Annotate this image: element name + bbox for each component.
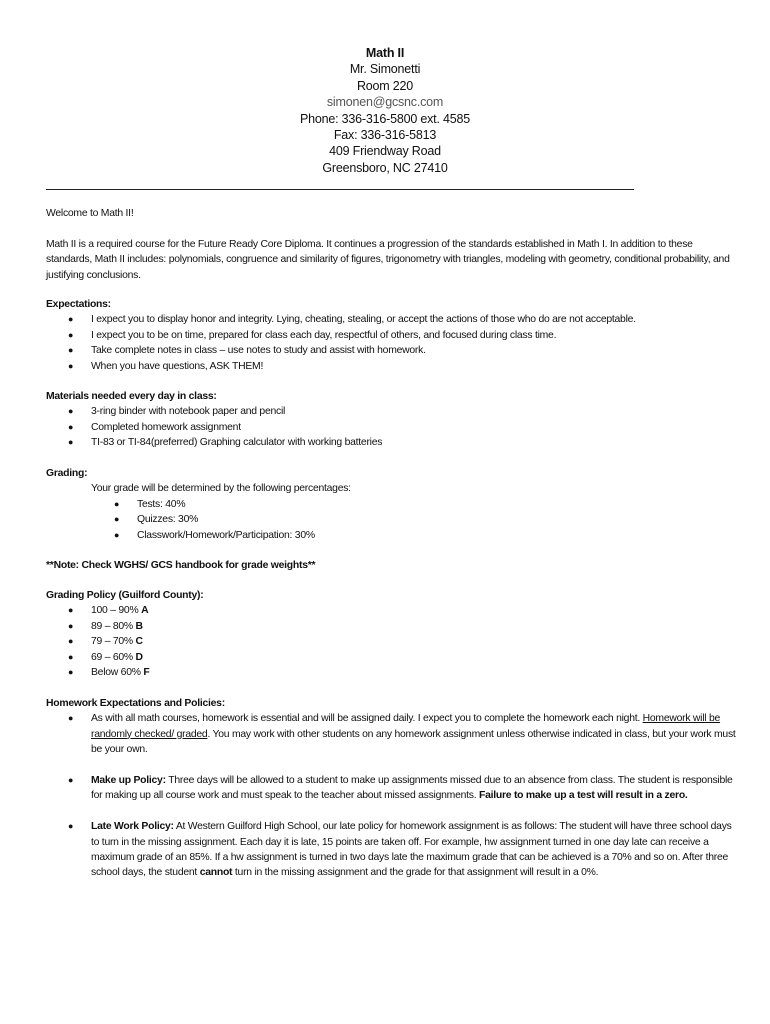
list-item	[46, 435, 736, 450]
bullet-icon: ●	[68, 329, 74, 340]
list-item	[46, 634, 736, 649]
materials-list	[46, 404, 736, 450]
expectations-section	[46, 297, 736, 374]
list-item-text: I expect you to display honor and integrity. Lying, cheating, stealing, or accept the actions of those who do are not acceptable.	[91, 314, 636, 326]
bullet-icon: ●	[68, 314, 74, 325]
expectations-heading: Expectations:	[46, 299, 111, 310]
list-item	[46, 404, 736, 419]
grade-range: 79 – 70%	[91, 636, 136, 648]
grading-section	[46, 466, 736, 543]
header-divider	[46, 189, 634, 190]
list-spacer	[46, 758, 736, 773]
course-title: Math II	[365, 46, 405, 60]
bullet-icon: ●	[68, 360, 74, 371]
intro-paragraph: Math II is a required course for the Future Ready Core Diploma. It continues a progression of the standards established in Math I. In addition to these standards, Math II includes: polynomials, congruence and similarity of figures, trigonometry with triangles, modeling with geometry, conditional probability, and justifying conclusions.	[46, 239, 730, 281]
grade-letter: A	[141, 605, 149, 617]
bullet-icon: ●	[68, 620, 74, 631]
grade-range: 69 – 60%	[91, 651, 136, 663]
bullet-icon: ●	[68, 713, 74, 724]
bullet-icon: ●	[68, 345, 74, 356]
homework-section	[46, 696, 736, 881]
makeup-policy-warning: Failure to make up a test will result in a zero.	[478, 790, 688, 802]
list-item	[46, 420, 736, 435]
welcome-section	[46, 206, 736, 221]
room-number: Room 220	[356, 78, 414, 93]
materials-heading: Materials needed every day in class:	[46, 391, 217, 402]
bullet-icon: ●	[68, 605, 74, 616]
grade-letter: F	[143, 667, 150, 679]
bullet-icon: ●	[68, 636, 74, 647]
policy-section	[46, 588, 736, 680]
list-item	[46, 619, 736, 634]
late-policy-cannot: cannot	[199, 867, 233, 879]
grade-letter: B	[135, 620, 143, 632]
grade-range: 89 – 80%	[91, 620, 136, 632]
bullet-icon: ●	[114, 514, 120, 525]
bullet-icon: ●	[68, 437, 74, 448]
homework-checked-text: Homework will be randomly checked/ graded	[91, 713, 721, 740]
grade-range: Below 60%	[91, 667, 144, 679]
list-item	[46, 512, 736, 527]
phone-number: Phone: 336-316-5800 ext. 4585	[299, 111, 471, 126]
list-item-text: 3-ring binder with notebook paper and pencil	[91, 406, 286, 418]
list-item	[46, 328, 736, 343]
homework-list	[46, 711, 736, 880]
list-item-text: Completed homework assignment	[91, 421, 241, 433]
bullet-icon: ●	[68, 421, 74, 432]
homework-text-continued: . You may work with other students on any homework assignment unless otherwise indicated in class, but your work must be your own.	[91, 728, 736, 756]
address-city: Greensboro, NC 27410	[322, 160, 448, 175]
late-policy-text-end: turn in the missing assignment and the grade for that assignment will result in a 0%.	[232, 867, 599, 879]
late-policy-label: Late Work Policy:	[91, 821, 174, 833]
list-item	[46, 528, 736, 543]
materials-section	[46, 389, 736, 451]
makeup-policy-label: Make up Policy:	[91, 775, 166, 787]
list-item-text: I expect you to be on time, prepared for class each day, respectful of others, and focused during class time.	[91, 329, 557, 341]
handbook-note: **Note: Check WGHS/ GCS handbook for grade weights**	[46, 560, 316, 571]
grading-heading: Grading:	[46, 468, 88, 479]
late-policy-text: At Western Guilford High School, our late policy for homework assignment is as follows: The student will have three school days to turn in the missing assignment. Each day it is late, 15 points are taken off. For example, hw assignment turned in one day late can receive a maximum grade of an 85%. If a hw assignment is turned in two days late the maximum grade that can be achieved is a 70% and so on. After three school days, the student	[91, 821, 732, 879]
welcome-text: Welcome to Math II!	[46, 208, 134, 219]
bullet-icon: ●	[114, 529, 120, 540]
list-item	[46, 497, 736, 512]
homework-text: As with all math courses, homework is essential and will be assigned daily. I expect you to complete the homework each night.	[91, 713, 643, 725]
list-item-text: TI-83 or TI-84(preferred) Graphing calculator with working batteries	[91, 437, 383, 449]
intro-section	[46, 237, 736, 283]
list-item-text: Take complete notes in class – use notes to study and assist with homework.	[91, 345, 426, 357]
grade-letter: C	[135, 636, 143, 648]
fax-number: Fax: 336-316-5813	[333, 128, 437, 143]
address-street: 409 Friendway Road	[329, 144, 441, 159]
list-item	[46, 312, 736, 327]
list-item	[46, 711, 736, 757]
bullet-icon: ●	[114, 498, 120, 509]
bullet-icon: ●	[68, 775, 74, 786]
list-item-text: Classwork/Homework/Participation: 30%	[137, 529, 315, 541]
list-item	[46, 650, 736, 665]
makeup-policy-text: Three days will be allowed to a student to make up assignments missed due to an absence from class. The student is responsible for making up all course work and must speak to the teacher about missed assignments.	[91, 775, 733, 802]
list-spacer	[46, 804, 736, 819]
bullet-icon: ●	[68, 667, 74, 678]
list-item-text: Tests: 40%	[137, 498, 186, 510]
grading-intro: Your grade will be determined by the following percentages:	[91, 483, 351, 495]
list-item	[46, 343, 736, 358]
bullet-icon: ●	[68, 821, 74, 832]
grade-range: 100 – 90%	[91, 605, 142, 617]
note-section	[46, 558, 736, 573]
list-item	[46, 603, 736, 618]
grade-letter: D	[135, 651, 143, 663]
homework-heading: Homework Expectations and Policies:	[46, 698, 225, 709]
teacher-name: Mr. Simonetti	[349, 62, 421, 77]
policy-heading: Grading Policy (Guilford County):	[46, 590, 204, 601]
bullet-icon: ●	[68, 651, 74, 662]
list-item	[46, 819, 736, 881]
policy-list	[46, 603, 736, 680]
grading-list	[46, 497, 736, 543]
list-item	[46, 773, 736, 804]
document-header	[0, 45, 770, 176]
list-item	[46, 359, 736, 374]
teacher-email[interactable]: simonen@gcsnc.com	[326, 95, 444, 110]
list-item	[46, 665, 736, 680]
list-item-text: Quizzes: 30%	[137, 514, 199, 526]
list-item-text: When you have questions, ASK THEM!	[91, 360, 264, 372]
bullet-icon: ●	[68, 406, 74, 417]
expectations-list	[46, 312, 736, 374]
